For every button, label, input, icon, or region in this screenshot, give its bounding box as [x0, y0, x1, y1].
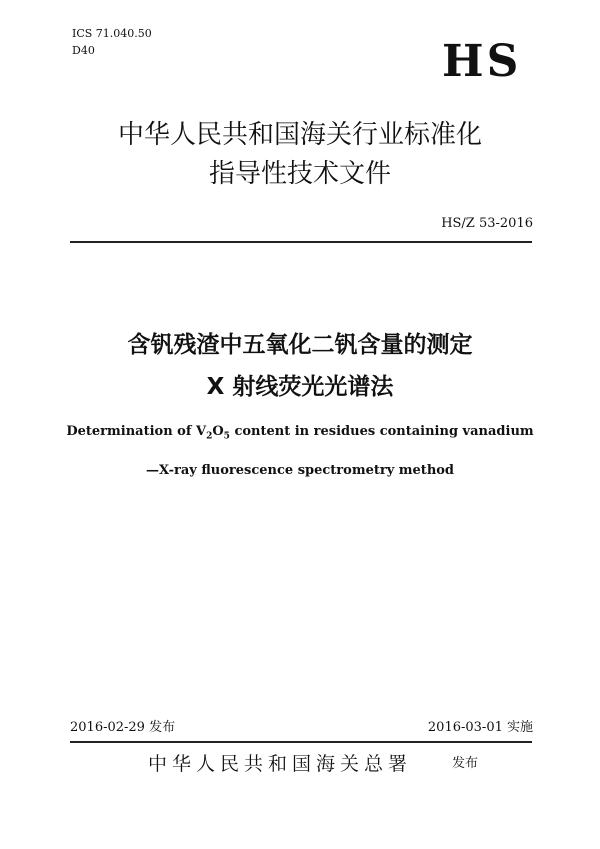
standard-title-line1: 中华人民共和国海关行业标准化	[117, 120, 482, 150]
publish-date: 2016-02-29 发布	[70, 720, 176, 735]
document-title-en-line1: Determination of $V_2O_5$ content in residues containing vanadium	[66, 424, 534, 442]
top-divider	[70, 241, 532, 243]
standard-title-line2: 指导性技术文件	[208, 159, 391, 189]
hs-logo: HS	[442, 36, 522, 87]
document-title-cn-line1: 含钒残渣中五氧化二钒含量的测定	[127, 332, 473, 358]
bottom-divider	[70, 741, 532, 743]
issued-label: 发布	[452, 756, 479, 771]
document-title-cn-line2: X 射线荧光光谱法	[206, 374, 394, 400]
standard-code: HS/Z 53-2016	[441, 216, 533, 231]
ics-number: ICS 71.040.50	[72, 27, 152, 40]
issuing-authority: 中华人民共和国海关总署	[148, 753, 413, 775]
document-title-en-line2: —X-ray fluorescence spectrometry method	[145, 463, 455, 478]
category-code: D40	[72, 44, 95, 57]
effective-date: 2016-03-01 实施	[427, 720, 533, 735]
